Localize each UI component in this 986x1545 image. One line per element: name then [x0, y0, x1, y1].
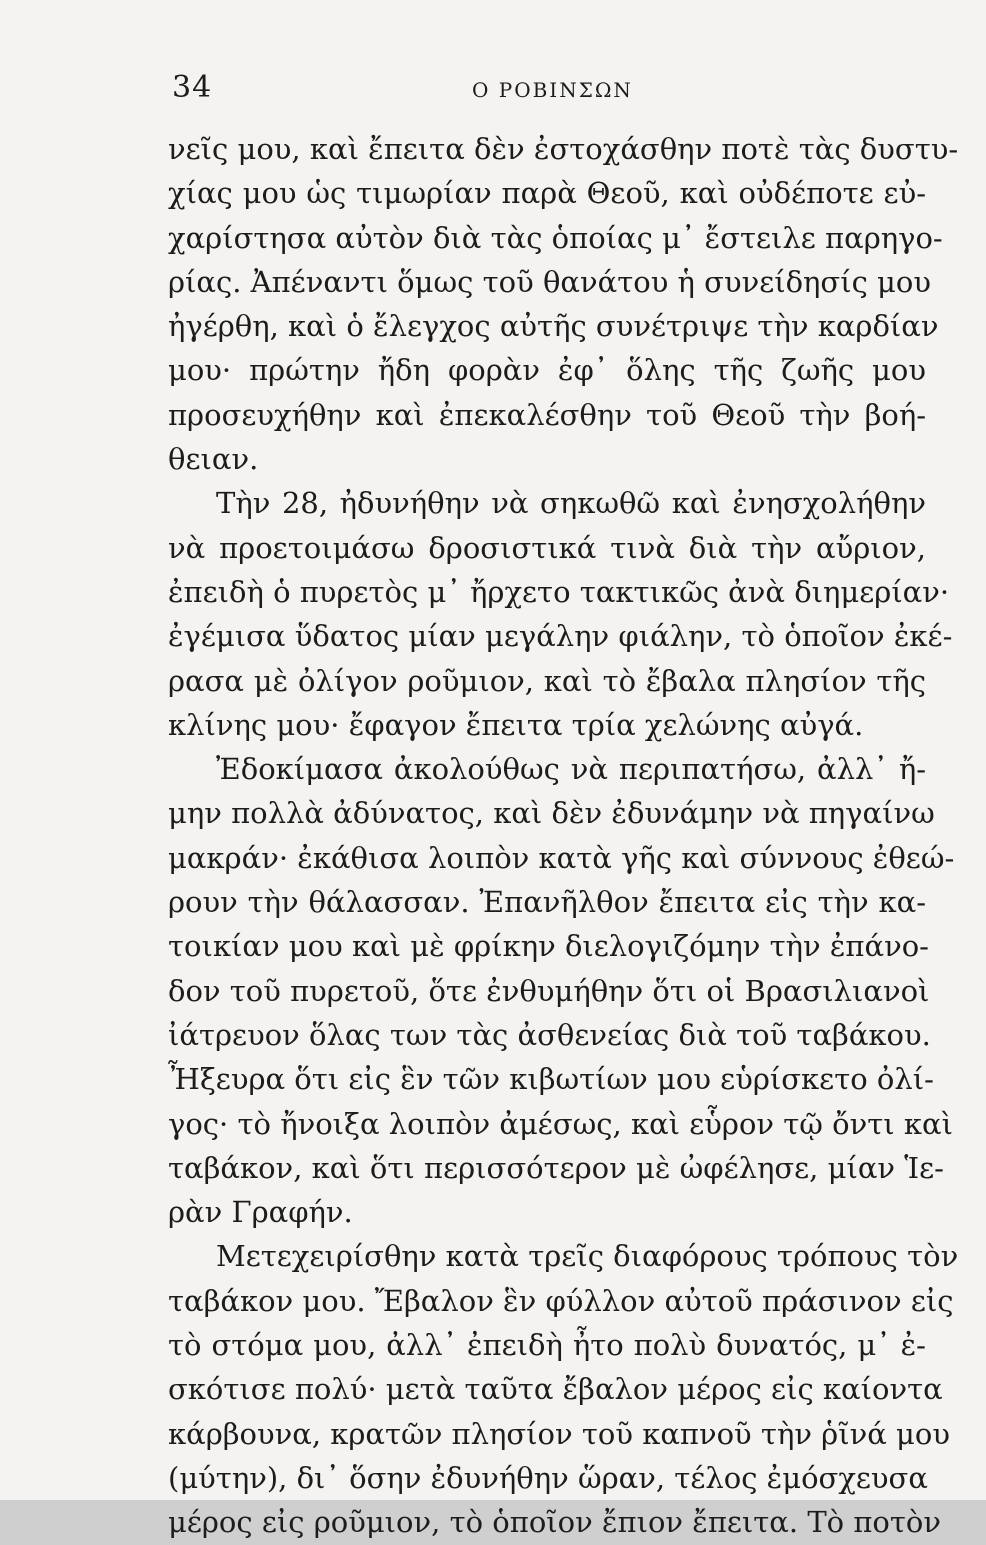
text-line: δον τοῦ πυρετοῦ, ὅτε ἐνθυμήθην ὅτι οἱ Βρασιλιανοὶ: [168, 973, 930, 1008]
text-line: μέρος εἰς ροῦμιον, τὸ ὁποῖον ἔπιον ἔπειτα. Τὸ ποτὸν: [168, 1505, 942, 1540]
text-line: κάρβουνα, κρατῶν πλησίον τοῦ καπνοῦ τὴν ῥῖνά μου: [168, 1416, 950, 1451]
text-line: χίας μου ὡς τιμωρίαν παρὰ Θεοῦ, καὶ οὐδέποτε εὐ-: [168, 176, 926, 211]
text-line: μου· πρώτην ἤδη φορὰν ἐφ᾿ ὅλης τῆς ζωῆς μου: [168, 353, 926, 388]
text-line: (μύτην), δι᾿ ὅσην ἐδυνήθην ὥραν, τέλος ἐμόσχευσα: [168, 1460, 928, 1495]
text-line: ἠγέρθη, καὶ ὁ ἔλεγχος αὐτῆς συνέτριψε τὴν καρδίαν: [168, 309, 939, 344]
text-line: ἐπειδὴ ὁ πυρετὸς μ᾿ ἤρχετο τακτικῶς ἀνὰ διημερίαν·: [168, 574, 950, 609]
text-line: ρίας. Ἀπέναντι ὅμως τοῦ θανάτου ἡ συνείδησίς μου: [168, 264, 931, 299]
text-line: προσευχήθην καὶ ἐπεκαλέσθην τοῦ Θεοῦ τὴν βοή-: [168, 397, 926, 432]
text-line: μακράν· ἐκάθισα λοιπὸν κατὰ γῆς καὶ σύννους ἐθεώ-: [168, 840, 955, 875]
text-line: Ἦξευρα ὅτι εἰς ἓν τῶν κιβωτίων μου εὑρίσκετο ὀλί-: [168, 1062, 934, 1097]
text-line: Τὴν 28, ἠδυνήθην νὰ σηκωθῶ καὶ ἐνησχολήθην: [216, 486, 926, 521]
text-line: ρὰν Γραφήν.: [168, 1195, 353, 1230]
text-line: ταβάκον μου. Ἔβαλον ἓν φύλλον αὐτοῦ πράσινον εἰς: [168, 1283, 954, 1318]
body-text: [168, 127, 959, 1545]
running-title: Ο ΡΟΒΙΝΣΩΝ: [472, 78, 633, 102]
text-line: θειαν.: [168, 442, 259, 477]
text-line: Μετεχειρίσθην κατὰ τρεῖς διαφόρους τρόπους τὸν: [216, 1239, 959, 1274]
text-line: ταβάκον, καὶ ὅτι περισσότερον μὲ ὠφέλησε, μίαν Ἱε-: [168, 1150, 944, 1185]
text-line: νὰ προετοιμάσω δροσιστικά τινὰ διὰ τὴν αὔριον,: [168, 530, 926, 565]
text-line: ἰάτρευον ὅλας των τὰς ἀσθενείας διὰ τοῦ ταβάκου.: [168, 1017, 931, 1052]
text-line: ἐγέμισα ὕδατος μίαν μεγάλην φιάλην, τὸ ὁποῖον ἐκέ-: [168, 619, 953, 654]
text-line: σκότισε πολύ· μετὰ ταῦτα ἔβαλον μέρος εἰς καίοντα: [168, 1372, 943, 1407]
text-line: μην πολλὰ ἀδύνατος, καὶ δὲν ἐδυνάμην νὰ πηγαίνω: [168, 796, 935, 831]
text-line: ρουν τὴν θάλασσαν. Ἐπανῆλθον ἔπειτα εἰς τὴν κα-: [168, 885, 926, 920]
text-line: ρασα μὲ ὀλίγον ροῦμιον, καὶ τὸ ἔβαλα πλησίον τῆς: [168, 663, 926, 698]
text-line: κλίνης μου· ἔφαγον ἔπειτα τρία χελώνης αὐγά.: [168, 707, 864, 742]
text-line: τοικίαν μου καὶ μὲ φρίκην διελογιζόμην τὴν ἐπάνο-: [168, 929, 929, 964]
text-line: χαρίστησα αὐτὸν διὰ τὰς ὁποίας μ᾿ ἔστειλε παρηγο-: [168, 220, 943, 255]
running-head: [172, 70, 922, 110]
text-line: νεῖς μου, καὶ ἔπειτα δὲν ἐστοχάσθην ποτὲ τὰς δυστυ-: [168, 132, 959, 166]
text-line: τὸ στόμα μου, ἀλλ᾿ ἐπειδὴ ἦτο πολὺ δυνατός, μ᾿ ἐ-: [168, 1328, 926, 1363]
page-number: 34: [172, 70, 213, 105]
text-line: γος· τὸ ἤνοιξα λοιπὸν ἀμέσως, καὶ εὗρον τῷ ὄντι καὶ: [168, 1106, 953, 1141]
text-line: Ἐδοκίμασα ἀκολούθως νὰ περιπατήσω, ἀλλ᾿ ἤ-: [216, 752, 926, 787]
